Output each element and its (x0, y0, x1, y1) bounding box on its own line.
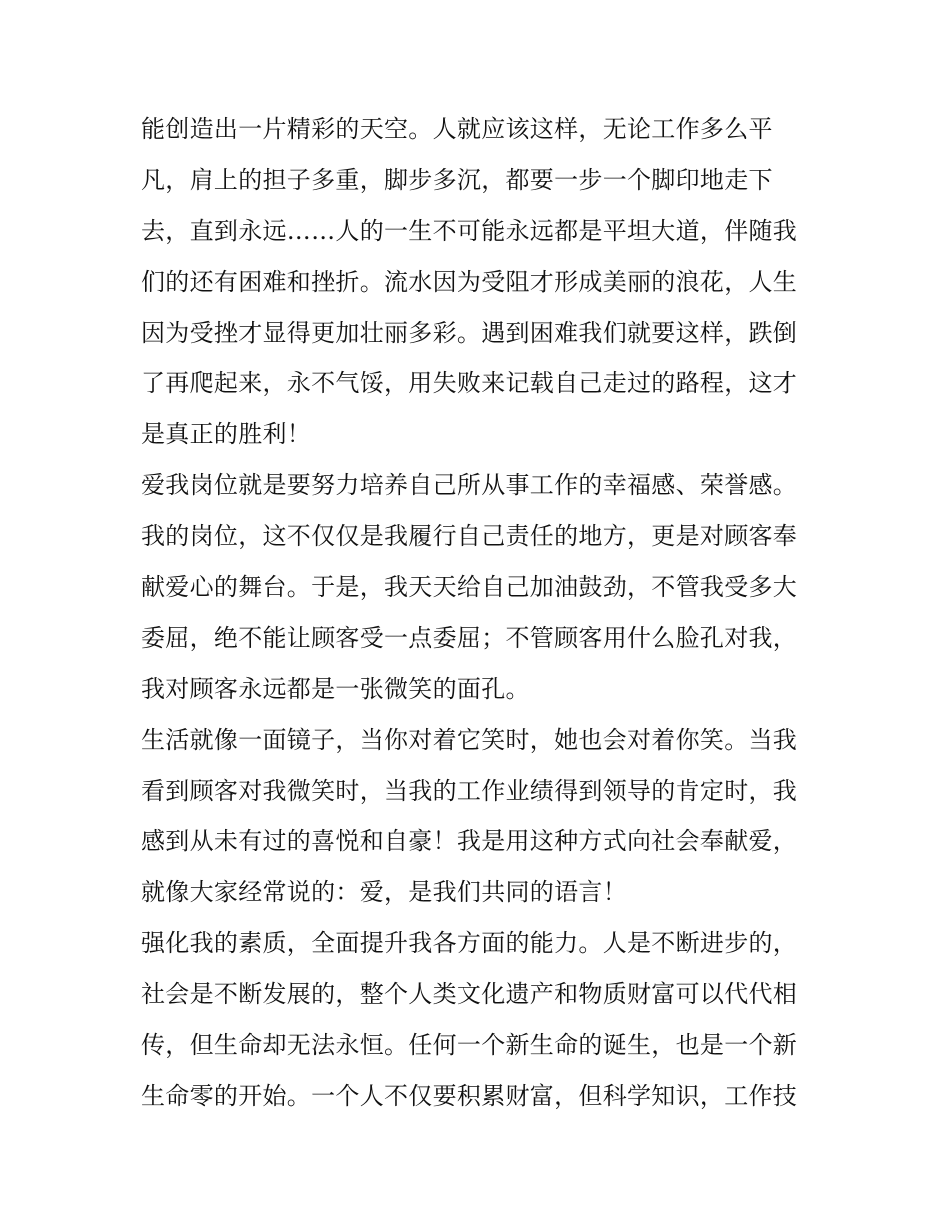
text-line-15: 感到从未有过的喜悦和自豪！我是用这种方式向社会奉献爱， (141, 827, 798, 856)
text-line-5: 因为受挫才显得更加壮丽多彩。遇到困难我们就要这样，跌倒 (141, 318, 798, 347)
text-line-4: 们的还有困难和挫折。流水因为受阻才形成美丽的浪花，人生 (141, 267, 798, 296)
text-line-6: 了再爬起来，永不气馁，用失败来记载自己走过的路程，这才 (141, 369, 798, 398)
text-line-11: 委屈，绝不能让顾客受一点委屈；不管顾客用什么脸孔对我， (141, 623, 798, 652)
text-line-8: 爱我岗位就是要努力培养自己所从事工作的幸福感、荣誉感。 (141, 471, 798, 500)
text-line-17: 强化我的素质，全面提升我各方面的能力。人是不断进步的， (141, 929, 798, 958)
text-line-3: 去，直到永远……人的一生不可能永远都是平坦大道，伴随我 (141, 216, 798, 245)
text-line-9: 我的岗位，这不仅仅是我履行自己责任的地方，更是对顾客奉 (141, 522, 798, 551)
text-line-20: 生命零的开始。一个人不仅要积累财富，但科学知识，工作技 (141, 1081, 798, 1110)
text-line-18: 社会是不断发展的，整个人类文化遗产和物质财富可以代代相 (141, 980, 798, 1009)
body-text (141, 104, 831, 1122)
text-line-13: 生活就像一面镜子，当你对着它笑时，她也会对着你笑。当我 (141, 725, 798, 754)
text-line-14: 看到顾客对我微笑时，当我的工作业绩得到领导的肯定时，我 (141, 776, 798, 805)
text-line-1: 能创造出一片精彩的天空。人就应该这样，无论工作多么平 (141, 115, 773, 143)
text-line-10: 献爱心的舞台。于是，我天天给自己加油鼓劲，不管我受多大 (141, 573, 798, 602)
text-line-7: 是真正的胜利！ (141, 420, 312, 449)
text-line-16: 就像大家经常说的：爱，是我们共同的语言！ (141, 878, 627, 907)
text-line-12: 我对顾客永远都是一张微笑的面孔。 (141, 674, 530, 703)
text-line-19: 传，但生命却无法永恒。任何一个新生命的诞生，也是一个新 (141, 1031, 798, 1060)
text-line-2: 凡，肩上的担子多重，脚步多沉，都要一步一个脚印地走下 (141, 165, 773, 194)
